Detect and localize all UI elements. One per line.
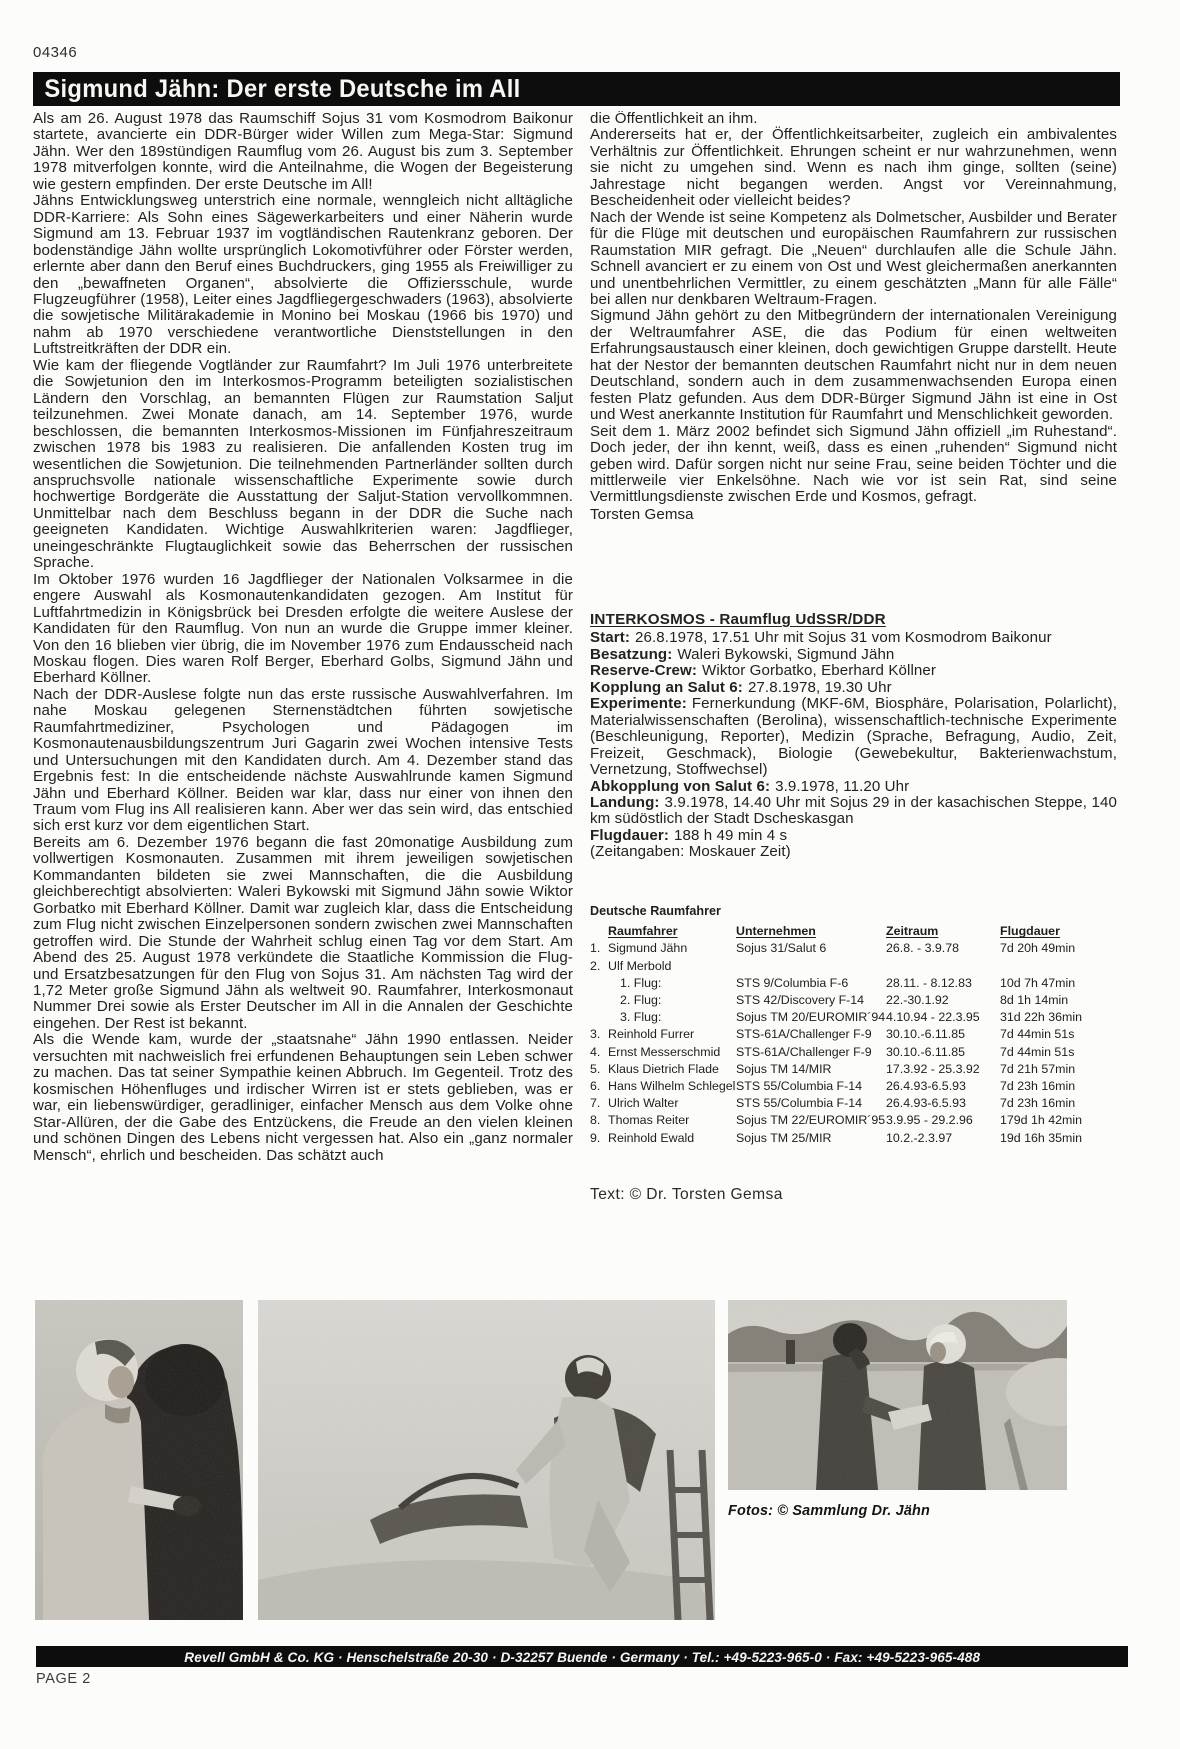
paragraph: Im Oktober 1976 wurden 16 Jagdflieger der Nationalen Volksarmee in die engere Auswahl als Kosmonautenkandidaten gezogen. Am Institut für Luftfahrtmedizin in Königsbrück bei Dresden erfolgte die weitere Auslese der Kandidaten für den Raumflug. Von nun an wurde die Gruppe immer kleiner. Von den 16 blieben vier übrig, die im November 1976 zum Endausscheid nach Moskau flogen. Dies waren Rolf Berger, Eberhard Golbs, Sigmund Jähn und Eberhard Köllner. <box>33 570 573 687</box>
table-row: 7. Ulrich Walter STS 55/Columbia F-14 26.4.93-6.5.93 7d 23h 16min <box>590 1096 1076 1111</box>
table-row: 8. Thomas Reiter Sojus TM 22/EUROMIR´95 3.9.95 - 29.2.96 179d 1h 42min <box>590 1113 1082 1128</box>
fact-label: Abkopplung von Salut 6: <box>590 777 771 795</box>
author-byline: Torsten Gemsa <box>590 505 694 523</box>
table-row: 2. Ulf Merbold <box>590 958 672 973</box>
fact-duration <box>590 828 1117 844</box>
paragraph: die Öffentlichkeit an ihm. <box>590 111 758 127</box>
footer-address: Revell GmbH & Co. KG · Henschelstraße 20-30 · D-32257 Buende · Germany · Tel.: +49-5223-965-0 · Fax: +49-5223-965-488 <box>184 1648 980 1665</box>
paragraph: Seit dem 1. März 2002 befindet sich Sigmund Jähn offiziell „im Ruhestand“. Doch jeder, der ihn kennt, weiß, dass es einen „ruhenden“ Sigmund nicht geben wird. Dafür sorgen nicht nur seine Frau, seine beiden Töchter und die mittlerweile vier Enkelsöhne. Nach wie vor ist sein Rat, sind seine Vermittlungsdienste zwischen Erde und Kosmos, gefragt. <box>590 422 1117 506</box>
fact-label: Flugdauer: <box>590 826 669 844</box>
paragraph: Nach der Wende ist seine Kompetenz als Dolmetscher, Ausbilder und Berater für die Flüge mit deutschen und europäischen Raumfahrern zur russischen Raumstation MIR gefragt. Die „Neuen“ durchlaufen alle die Schule Jähn. Schnell avanciert er zu einem von Ost und West gleichermaßen anerkannten und unentbehrlichen Vermittler, zu einem geschätzten „Mann für alle Fälle“ bei allen nur denkbaren Weltraum-Fragen. <box>590 208 1117 308</box>
fact-value: 27.8.1978, 19.30 Uhr <box>747 678 892 696</box>
table-row: 6. Hans Wilhelm Schlegel STS 55/Columbia F-14 26.4.93-6.5.93 7d 23h 16min <box>590 1079 1076 1094</box>
fact-undocking <box>590 779 1117 795</box>
photo-cockpit <box>258 1300 715 1620</box>
table-row: 9. Reinhold Ewald Sojus TM 25/MIR 10.2.-2.3.97 19d 16h 35min <box>590 1130 1082 1145</box>
table-row: 1. Flug: STS 9/Columbia F-6 28.11. - 8.12.83 10d 7h 47min <box>620 975 1076 990</box>
table-row: 3. Reinhold Furrer STS-61A/Challenger F-9 30.10.-6.11.85 7d 44min 51s <box>590 1027 1075 1042</box>
col-header-unternehmen: Unternehmen <box>736 924 816 939</box>
fact-value: 3.9.1978, 14.40 Uhr mit Sojus 29 in der kasachischen Steppe, 140 km südöstlich der Stadt Dscheskasgan <box>590 793 1117 828</box>
fact-timezone-note: (Zeitangaben: Moskauer Zeit) <box>590 843 791 861</box>
text-credit: Text: © Dr. Torsten Gemsa <box>590 1186 783 1203</box>
paragraph: Nach der DDR-Auslese folgte nun das erste russische Auswahlverfahren. Im nahe Moskau gelegenen Sternenstädtchen führten sowjetische Raumfahrtmediziner, Psychologen und Pädagogen im Kosmonautenausbildungszentrum Juri Gagarin zwei Wochen intensive Tests und Untersuchungen mit den Kandidaten durch. Am 4. Dezember stand das Ergebnis fest: In die entscheidende nächste Auswahlrunde kamen Sigmund Jähn und Eberhard Köllner. Beiden war klar, dass nur einer von ihnen den Traum vom Flug ins All realisieren kann. Aber wer das sein wird, das entschied sich erst kurz vor dem eigentlichen Start. <box>33 685 573 835</box>
fact-label: Kopplung an Salut 6: <box>590 678 743 696</box>
table-row: 5. Klaus Dietrich Flade Sojus TM 14/MIR 17.3.92 - 25.3.92 7d 21h 57min <box>590 1061 1076 1076</box>
fact-docking <box>590 680 1117 696</box>
fact-label: Experimente: <box>590 695 687 713</box>
paragraph: Sigmund Jähn gehört zu den Mitbegründern der internationalen Vereinigung der Weltraumfahrer ASE, die das Podium für einen weltweiten Erfahrungsaustausch einer kleinen, doch gewichtigen Gruppe darstellt. Heute hat der Nestor der bemannten deutschen Raumfahrt nicht nur in dem neuen Deutschland, sondern auch in dem zusammenwachsenden Europa einen festen Platz gefunden. Aus dem DDR-Bürger Sigmund Jähn ist eine in Ost und West anerkannte Institution für Raumfahrt und Menschlichkeit geworden. <box>590 307 1117 424</box>
page-title: Sigmund Jähn: Der erste Deutsche im All <box>44 74 521 103</box>
photo-credit: Fotos: © Sammlung Dr. Jähn <box>728 1502 931 1519</box>
mission-fact-box <box>590 612 1117 861</box>
photo-interview <box>35 1300 243 1620</box>
fact-label: Reserve-Crew: <box>590 662 698 680</box>
fact-reserve-crew <box>590 663 1117 679</box>
photo-pilots-talk <box>728 1300 1067 1490</box>
fact-start <box>590 630 1117 646</box>
paragraph: Wie kam der fliegende Vogtländer zur Raumfahrt? Im Juli 1976 unterbreitete die Sowjetunion den im Interkosmos-Programm beteiligten sozialistischen Ländern den Vorschlag, an bemannten Flügen zur Raumstation Saljut teilzunehmen. Zwei Monate danach, am 14. September 1976, wurde beschlossen, die bemannten Interkosmos-Missionen im Fünfjahreszeitraum zwischen 1978 bis 1983 zu realisieren. Die anfallenden Kosten trug im wesentlichen die Sowjetunion. Die teilnehmenden Partnerländer sollten durch anspruchsvolle nationale wissenschaftliche Experimente sowie durch hochwertige Bordgeräte die Ausstattung der Saljut-Station vervollkommnen. Unmittelbar nach dem Beschluss begann in der DDR die Suche nach geeigneten Kandidaten. Wichtige Auswahlkriterien waren: Jagdflieger, uneingeschränkte Flugtauglichkeit sowie das Beherrschen der russischen Sprache. <box>33 356 573 572</box>
paragraph: Bereits am 6. Dezember 1976 begann die fast 20monatige Ausbildung zum vollwertigen Kosmonauten. Zusammen mit ihrem jeweiligen sowjetischen Kommandanten bildeten sie zwei Mannschaften, die die Ausbildung gleichberechtigt absolvierten: Waleri Bykowski mit Sigmund Jähn sowie Wiktor Gorbatko mit Eberhard Köllner. Damit war zugleich klar, dass die Entscheidung zum Flug nicht zwischen Einzelpersonen sondern zwischen zwei Mannschaften getroffen wird. Die Stunde der Wahrheit schlug einen Tag vor dem Start. Am Abend des 25. August 1978 verkündete die Staatliche Kommission die Flug- und Ersatzbesatzungen für den Flug von Sojus 31. Am nächsten Tag wird der 1,72 Meter große Sigmund Jähn als weltweit 90. Raumfahrer, Interkosmonaut Nummer Drei sowie als Erster Deutscher im All in die Annalen der Geschichte eingehen. Der Rest ist bekannt. <box>33 833 573 1032</box>
astronaut-table <box>590 903 1130 1147</box>
paragraph: Jähns Entwicklungsweg unterstrich eine normale, wenngleich nicht alltägliche DDR-Karriere: Als Sohn eines Sägewerkarbeiters und einer Näherin wurde Sigmund am 13. Februar 1937 im vogtländischen Rautenkranz geboren. Der bodenständige Jähn wollte ursprünglich Lokomotivführer oder Förster werden, erlernte aber dann den Beruf eines Buchdruckers, ging 1955 als Freiwilliger zu den „bewaffneten Organen“, absolvierte die Offiziersschule, wurde Flugzeugführer (1958), Leiter eines Jagdfliegergeschwaders (1963), absolvierte die sowjetische Militärakademie in Monino bei Moskau (1966 bis 1970) und nahm ab 1970 verschiedene verantwortliche Dienststellungen in den Luftstreitkräften der DDR ein. <box>33 192 573 358</box>
title-bar <box>33 72 1120 106</box>
fact-label: Besatzung: <box>590 645 673 663</box>
page-number: PAGE 2 <box>36 1671 91 1687</box>
table-row: 3. Flug: Sojus TM 20/EUROMIR´94 4.10.94 - 22.3.95 31d 22h 36min <box>620 1010 1082 1025</box>
footer-bar <box>36 1646 1128 1667</box>
fact-landing <box>590 795 1117 828</box>
fact-label: Start: <box>590 629 631 647</box>
paragraph: Als am 26. August 1978 das Raumschiff Sojus 31 vom Kosmodrom Baikonur startete, avancierte ein DDR-Bürger wider Willen zum Mega-Star: Sigmund Jähn. Wer den 189stündigen Raumflug vom 26. August bis zum 3. September 1978 mitverfolgen konnte, wird die Anteilnahme, die Wogen der Begeisterung wie gestern empfinden. Der erste Deutsche im All! <box>33 111 573 193</box>
table-row: 1. Sigmund Jähn Sojus 31/Salut 6 26.8. - 3.9.78 7d 20h 49min <box>590 941 1076 956</box>
fact-value: 188 h 49 min 4 s <box>673 826 788 844</box>
article-left-column <box>33 111 573 1289</box>
fact-experiments <box>590 696 1117 778</box>
fact-crew <box>590 647 1117 663</box>
fact-value: Waleri Bykowski, Sigmund Jähn <box>677 645 895 663</box>
table-row: 4. Ernst Messerschmid STS-61A/Challenger F-9 30.10.-6.11.85 7d 44min 51s <box>590 1044 1075 1059</box>
paragraph: Andererseits hat er, der Öffentlichkeitsarbeiter, zugleich ein ambivalentes Verhältnis zur Öffentlichkeit. Ehrungen scheint er nur wahrzunehmen, wenn sie nicht zu umgehen sind. Wenn es nach ihm ginge, sollten (seine) Jahrestage nicht begangen werden. Angst vor Vereinnahmung, Bescheidenheit oder vielleicht beides? <box>590 126 1117 210</box>
col-header-zeitraum: Zeitraum <box>886 924 939 939</box>
mission-heading: INTERKOSMOS - Raumflug UdSSR/DDR <box>590 611 886 628</box>
fact-label: Landung: <box>590 793 660 811</box>
fact-value: 3.9.1978, 11.20 Uhr <box>775 777 910 795</box>
kit-number: 04346 <box>33 44 78 61</box>
fact-value: Fernerkundung (MKF-6M, Biosphäre, Polarisation, Polarlicht), Materialwissenschaften (Berolina), wissenschaftlich-technische Experimente (Beschleunigung, Reporter), Medizin (Sprache, Befragung, Audio, Zeit, Freizeit, Geschmack), Biologie (Gewebekultur, Bakterienwachstum, Vernetzung, Stoffwechsel) <box>590 695 1117 779</box>
col-header-flugdauer: Flugdauer <box>1000 924 1060 939</box>
paragraph: Als die Wende kam, wurde der „staatsnahe“ Jähn 1990 entlassen. Neider versuchten mit nachweislich frei erfundenen Behauptungen sein Leben schwer zu machen. Das tat seiner Sympathie keinen Abbruch. Im Gegenteil. Trotz des kosmischen Höhenfluges und irdischer Wirren ist er stets geblieben, was er war, ein liebenswürdiger, geradliniger, einfacher Mensch aus dem Volke ohne Star-Allüren, der die Gabe des Entzückens, die Freude an den vielen kleinen und schönen Dingen des Lebens nicht vergessen hat. Also ein „ganz normaler Mensch“, ehrlich und bescheiden. Das schätzt auch <box>33 1031 573 1164</box>
table-header-row <box>590 923 1130 940</box>
fact-value: Wiktor Gorbatko, Eberhard Köllner <box>702 662 937 680</box>
fact-value: 26.8.1978, 17.51 Uhr mit Sojus 31 vom Kosmodrom Baikonur <box>635 629 1052 647</box>
table-title: Deutsche Raumfahrer <box>590 904 721 918</box>
col-header-raumfahrer: Raumfahrer <box>608 924 678 939</box>
table-row: 2. Flug: STS 42/Discovery F-14 22.-30.1.92 8d 1h 14min <box>620 993 1069 1008</box>
article-right-column <box>590 111 1117 609</box>
